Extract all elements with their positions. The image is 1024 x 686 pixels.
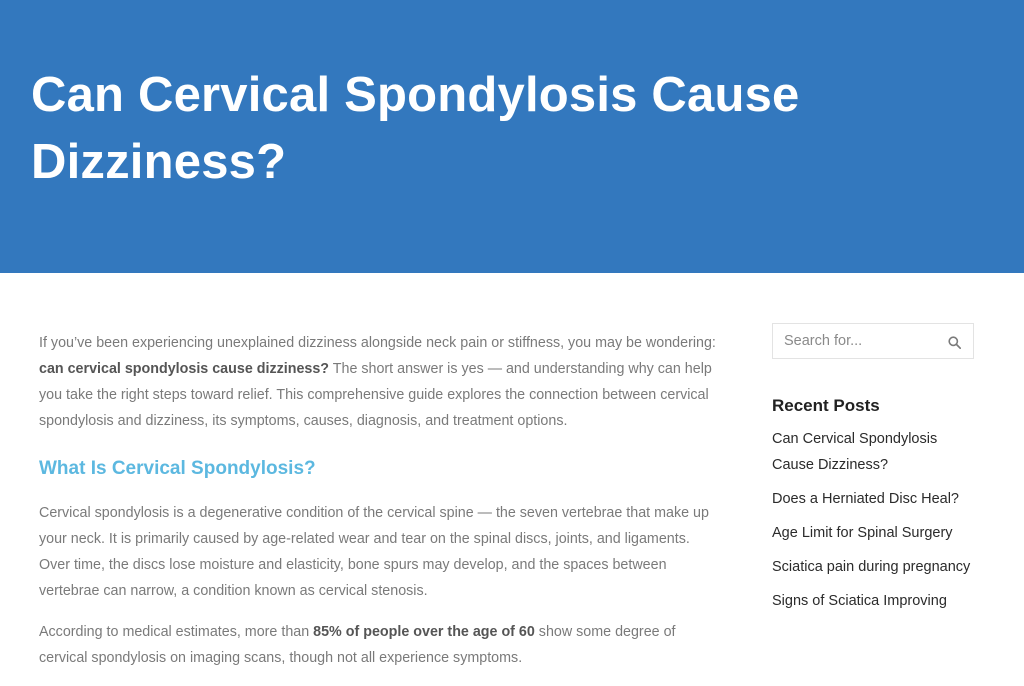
recent-posts-list	[772, 426, 982, 622]
sidebar	[772, 323, 974, 609]
statistics-paragraph	[39, 619, 719, 671]
list-item	[772, 588, 982, 614]
recent-post-link[interactable]: Can Cervical Spondylosis Cause Dizziness?	[772, 431, 938, 473]
search-icon[interactable]	[948, 336, 961, 349]
intro-text-start: If you’ve been experiencing unexplained dizziness alongside neck pain or stiffness, you may be wondering:	[39, 335, 716, 351]
stat-text-start: According to medical estimates, more than	[39, 624, 314, 640]
search-box	[772, 323, 974, 359]
intro-text-end: The short answer is yes — and understanding why can help you take the right steps toward relief. This comprehensive guide explores the connection between cervical spondylosis and dizziness, its symptoms, causes, diagnosis, and treatment options.	[39, 361, 712, 429]
stat-text-end: show some degree of cervical spondylosis on imaging scans, though not all experience symptoms.	[39, 624, 676, 666]
list-item	[772, 426, 982, 478]
list-item	[772, 554, 982, 580]
recent-post-link[interactable]: Sciatica pain during pregnancy	[772, 559, 971, 575]
page-title: Can Cervical Spondylosis Cause Dizziness?	[31, 68, 800, 189]
recent-posts-heading: Recent Posts	[772, 396, 880, 415]
hero-banner	[0, 0, 1024, 273]
search-input[interactable]	[773, 324, 943, 358]
definition-paragraph: Cervical spondylosis is a degenerative condition of the cervical spine — the seven vertebrae that make up your neck. It is primarily caused by age-related wear and tear on the spinal discs, joints, and ligaments. Over time, the discs lose moisture and elasticity, bone spurs may develop, and the spaces between vertebrae can narrow, a condition known as cervical stenosis.	[39, 505, 709, 599]
stat-bold: 85% of people over the age of 60	[313, 624, 535, 640]
intro-bold-question: can cervical spondylosis cause dizziness?	[39, 361, 330, 377]
list-item	[772, 486, 982, 512]
article-content	[39, 330, 719, 686]
recent-post-link[interactable]: Age Limit for Spinal Surgery	[772, 525, 953, 541]
intro-paragraph	[39, 330, 719, 434]
section-heading: What Is Cervical Spondylosis?	[39, 458, 316, 479]
recent-post-link[interactable]: Signs of Sciatica Improving	[772, 593, 947, 609]
list-item	[772, 520, 982, 546]
recent-post-link[interactable]: Does a Herniated Disc Heal?	[772, 491, 959, 507]
